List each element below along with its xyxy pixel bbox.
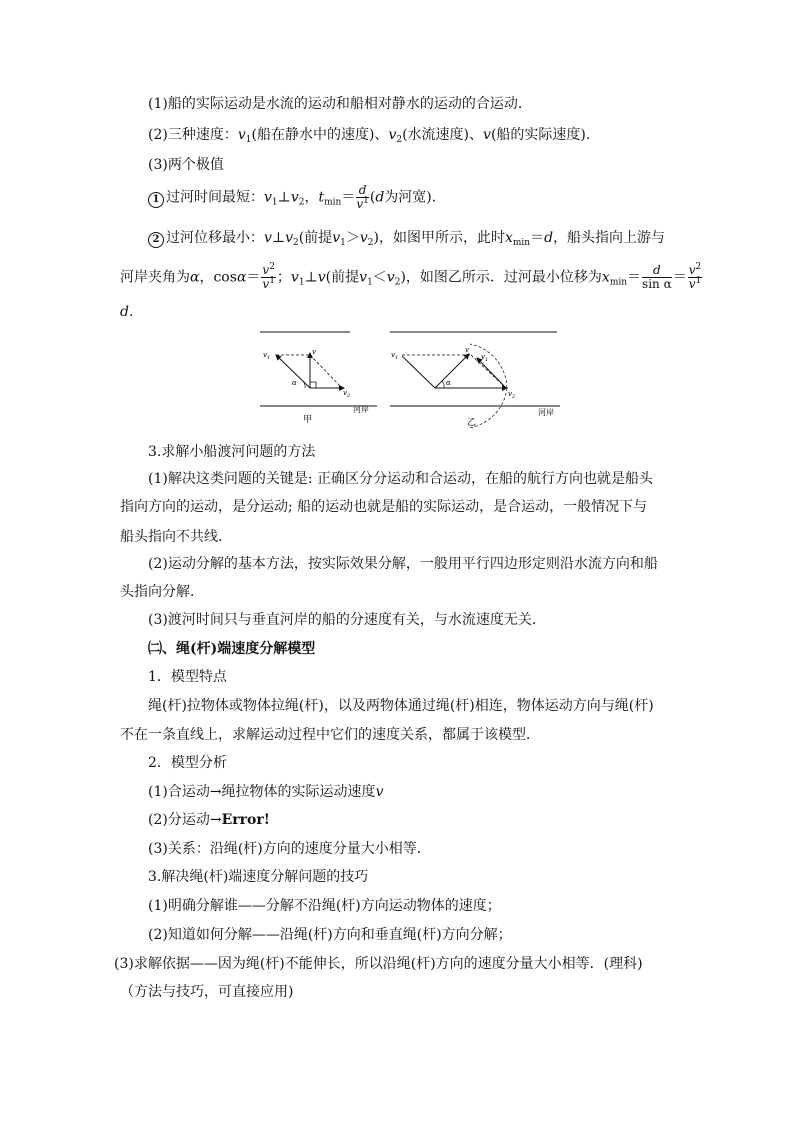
text: ，船头指向上游与: [553, 230, 666, 246]
paragraph-line: 绳(杆)拉物体或物体拉绳(杆)，以及两物体通过绳(杆)相连，物体运动方向与绳(杆): [148, 698, 654, 714]
paragraph-line: [148, 126, 600, 144]
text: 河岸夹角为: [120, 269, 190, 286]
numerator: d: [653, 263, 661, 277]
subscript: 2: [394, 277, 401, 288]
v1-label-secondary: $v_1$: [481, 353, 489, 363]
text: (前提: [298, 230, 333, 246]
dashed-line: [310, 355, 342, 388]
error-text: Error!: [221, 812, 270, 828]
subscript: 2: [396, 135, 403, 145]
text: ，cos: [199, 269, 237, 286]
subsection-heading: 2．模型分析: [148, 755, 227, 771]
subscript: 1: [367, 277, 373, 288]
symbol: v: [290, 189, 299, 206]
text: ＝: [246, 269, 261, 286]
text: (船在静水中的速度)、: [251, 127, 389, 143]
paragraph-line: (1)解决这类问题的关键是: 正确区分分运动和合运动，在船的航行方向也就是船头: [148, 471, 653, 487]
text: (水流速度)、: [402, 127, 484, 143]
caption-yi: 乙: [467, 418, 477, 428]
paragraph-line: (1)明确分解谁——分解不沿绳(杆)方向运动物体的速度；: [148, 898, 501, 914]
subscript: 1: [271, 197, 278, 208]
text: (船的实际速度)．: [490, 127, 600, 143]
subscript: 2: [298, 197, 305, 208]
symbol: v: [483, 127, 491, 143]
paragraph-line: 不在一条直线上，求解运动过程中它们的速度关系，都属于该模型．: [120, 727, 540, 743]
fraction: [356, 184, 369, 211]
fraction: [688, 264, 703, 291]
formula-line: [120, 264, 703, 291]
subscript: 1: [298, 277, 305, 288]
paragraph-line: 船头指向不共线．: [120, 529, 232, 545]
symbol: v: [388, 127, 397, 143]
paragraph-line: 指向方向的运动，是分运动; 船的运动也就是船的实际运动，是合运动，一般情况下与: [120, 499, 648, 515]
symbol: α: [236, 269, 247, 286]
superscript: 1: [695, 276, 702, 286]
denominator: v: [688, 277, 696, 291]
v-label: v: [312, 348, 316, 356]
section-heading: 3.求解小船渡河问题的方法: [148, 444, 316, 460]
symbol: d: [375, 189, 385, 206]
symbol: t: [318, 189, 325, 206]
river-crossing-figure: [255, 328, 565, 430]
superscript: 2: [695, 262, 702, 272]
denominator: v: [356, 197, 364, 211]
text: (前提: [325, 269, 360, 286]
symbol: x: [601, 269, 610, 286]
subsection-heading: 1．模型特点: [148, 669, 227, 685]
text: ＝: [627, 269, 642, 286]
formula-line: [148, 184, 446, 211]
text: ＝: [672, 269, 687, 286]
paragraph-line: [120, 303, 133, 321]
fraction: [642, 264, 672, 291]
alpha-label: α: [446, 379, 451, 387]
superscript: 1: [269, 276, 275, 286]
text: ＜: [372, 269, 387, 286]
symbol: x: [504, 230, 513, 246]
numerator: v: [262, 263, 270, 277]
subscript: 1: [340, 238, 346, 248]
fraction: [261, 264, 276, 291]
paragraph-line: [148, 811, 270, 829]
symbol: v: [359, 230, 368, 246]
text: ；: [276, 269, 291, 286]
v2-label: $v_2$: [343, 389, 351, 399]
section-heading: ㈡、绳(杆)端速度分解模型: [148, 641, 316, 657]
alpha-label: α: [292, 379, 297, 387]
subscript: 2: [292, 238, 299, 248]
bank-label: 河岸: [353, 405, 369, 414]
subscript: 1: [245, 135, 252, 145]
v-label: v: [465, 346, 469, 354]
text: ＞: [345, 230, 360, 246]
subscript: 2: [367, 238, 374, 248]
superscript: 2: [269, 262, 275, 272]
text: (2)分运动→: [148, 812, 222, 828]
subscript: min: [609, 277, 628, 288]
v1-label: $v_1$: [391, 351, 399, 361]
superscript: 1: [363, 196, 369, 206]
text: (1)合运动→绳拉物体的实际运动速度: [148, 784, 376, 800]
paragraph-line: （方法与技巧，可直接应用): [120, 984, 294, 1000]
subscript: min: [324, 197, 342, 208]
figure-yi: [390, 332, 560, 428]
symbol: v: [332, 230, 341, 246]
symbol: ⊥: [304, 269, 318, 286]
text: ＝: [341, 189, 356, 206]
numerator: v: [688, 263, 696, 277]
paragraph-line: (1)船的实际运动是水流的运动和船相对静水的运动的合运动．: [148, 96, 532, 112]
paragraph-line: (3)渡河时间只与垂直河岸的船的分速度有关，与水流速度无关．: [148, 612, 546, 628]
text: )，如图乙所示．过河最小位移为: [400, 269, 602, 286]
paragraph-line: (3)关系：沿绳(杆)方向的速度分量大小相等．: [148, 841, 431, 857]
right-angle-mark: [310, 382, 316, 388]
symbol: v: [317, 269, 326, 286]
circled-number: 1: [148, 192, 164, 208]
symbol: v: [386, 269, 395, 286]
text: )，如图甲所示，此时: [373, 230, 505, 246]
text: ，: [304, 189, 319, 206]
text: ＝: [530, 230, 545, 246]
formula-line: [148, 229, 665, 248]
paragraph-line: (2)知道如何分解——沿绳(杆)方向和垂直绳(杆)方向分解；: [148, 927, 512, 943]
symbol: α: [190, 269, 200, 286]
denominator: v: [262, 277, 270, 291]
paragraph-line: (2)运动分解的基本方法，按实际效果分解，一般用平行四边形定则沿水流方向和船: [148, 556, 658, 572]
path-line: [402, 356, 435, 388]
symbol: v: [359, 269, 368, 286]
paragraph-line: [148, 783, 383, 801]
circled-number: 2: [148, 232, 164, 248]
bank-label: 河岸: [538, 408, 554, 417]
symbol: d: [544, 230, 554, 246]
text: 为河宽)．: [384, 189, 446, 206]
symbol: v: [237, 127, 246, 143]
symbol: v: [375, 784, 384, 800]
text: (2)三种速度：: [148, 127, 238, 143]
v1-arrow: [477, 358, 505, 387]
v-arrow: [435, 354, 469, 388]
figure-jia: [260, 332, 377, 425]
text: 过河时间最短：: [166, 189, 264, 206]
denominator: sin α: [642, 277, 672, 291]
dashed-arc: [470, 344, 507, 388]
v2-label: $v_2$: [508, 390, 516, 400]
caption-jia: 甲: [303, 415, 313, 425]
alpha-arc: [442, 381, 444, 388]
paragraph-line: 头指向分解．: [120, 584, 204, 600]
symbol: ⊥: [277, 189, 291, 206]
symbol: v: [290, 269, 299, 286]
text: 过河位移最小：: [166, 230, 264, 246]
subscript: min: [512, 238, 531, 248]
v1-label: $v_1$: [263, 351, 271, 361]
numerator: d: [358, 183, 367, 197]
subsection-heading: 3.解决绳(杆)端速度分解问题的技巧: [148, 869, 369, 885]
paragraph-line: (3)两个极值: [148, 157, 224, 173]
text: (: [369, 189, 376, 206]
symbol: v: [264, 189, 272, 206]
symbol: v⊥v: [264, 230, 293, 246]
symbol: d.: [120, 304, 134, 320]
paragraph-line: (3)求解依据——因为绳(杆)不能伸长，所以沿绳(杆)方向的速度分量大小相等．(理科): [114, 956, 643, 972]
